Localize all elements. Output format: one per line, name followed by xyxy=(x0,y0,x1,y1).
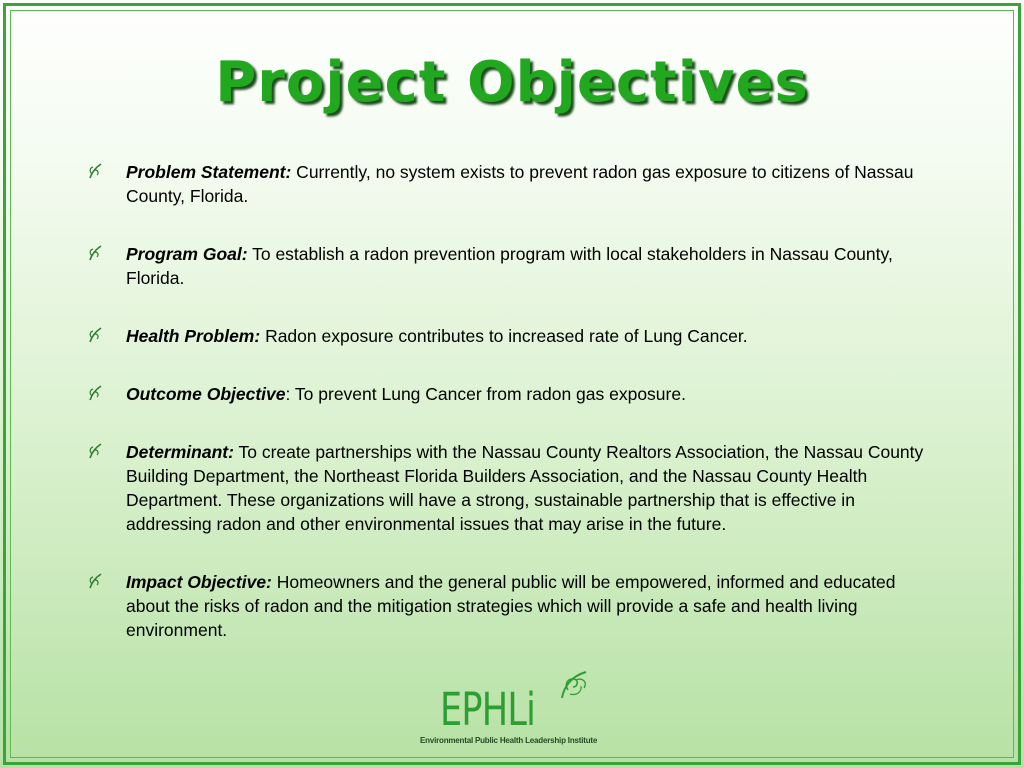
objective-impact-objective xyxy=(84,570,940,642)
logo-wordmark: EPHLi xyxy=(440,683,536,736)
leaf-bullet-icon xyxy=(86,244,104,262)
objective-label: Determinant: xyxy=(126,442,234,462)
leaf-bullet-icon xyxy=(86,572,104,590)
objective-text: To create partnerships with the Nassau County Realtors Association, the Nassau County Building Department, the Northeast Florida Builders Association, and the Nassau County Health Department. These organizations will have a strong, sustainable partnership that is effective in addressing radon and other environmental issues that may arise in the future. xyxy=(126,442,924,534)
objective-problem-statement xyxy=(84,160,940,208)
slide-title: Project Objectives xyxy=(215,50,809,115)
objective-outcome-objective xyxy=(84,382,940,406)
logo-tagline: Environmental Public Health Leadership Institute xyxy=(420,736,598,745)
objective-label: Program Goal: xyxy=(126,244,248,264)
objective-label: Impact Objective: xyxy=(126,572,272,592)
objective-text: Radon exposure contributes to increased rate of Lung Cancer. xyxy=(260,326,748,346)
objective-text: Currently, no system exists to prevent radon gas exposure to citizens of Nassau County, Florida. xyxy=(126,162,914,206)
objective-text: To establish a radon prevention program with local stakeholders in Nassau County, Florida. xyxy=(126,244,893,288)
leaf-bullet-icon xyxy=(86,326,104,344)
objective-label: Outcome Objective xyxy=(126,384,286,404)
objective-label: Health Problem: xyxy=(126,326,261,346)
objective-health-problem xyxy=(84,324,940,348)
objective-text: Homeowners and the general public will be empowered, informed and educated about the risks of radon and the mitigation strategies which will provide a safe and health living environment. xyxy=(126,572,896,640)
ephli-logo xyxy=(418,666,608,750)
objectives-list xyxy=(84,160,940,642)
swirl-icon xyxy=(556,668,592,704)
objective-determinant xyxy=(84,440,940,536)
objective-program-goal xyxy=(84,242,940,290)
leaf-bullet-icon xyxy=(86,384,104,402)
objective-label: Problem Statement: xyxy=(126,162,292,182)
objective-text: : To prevent Lung Cancer from radon gas exposure. xyxy=(285,384,686,404)
leaf-bullet-icon xyxy=(86,442,104,460)
leaf-bullet-icon xyxy=(86,162,104,180)
